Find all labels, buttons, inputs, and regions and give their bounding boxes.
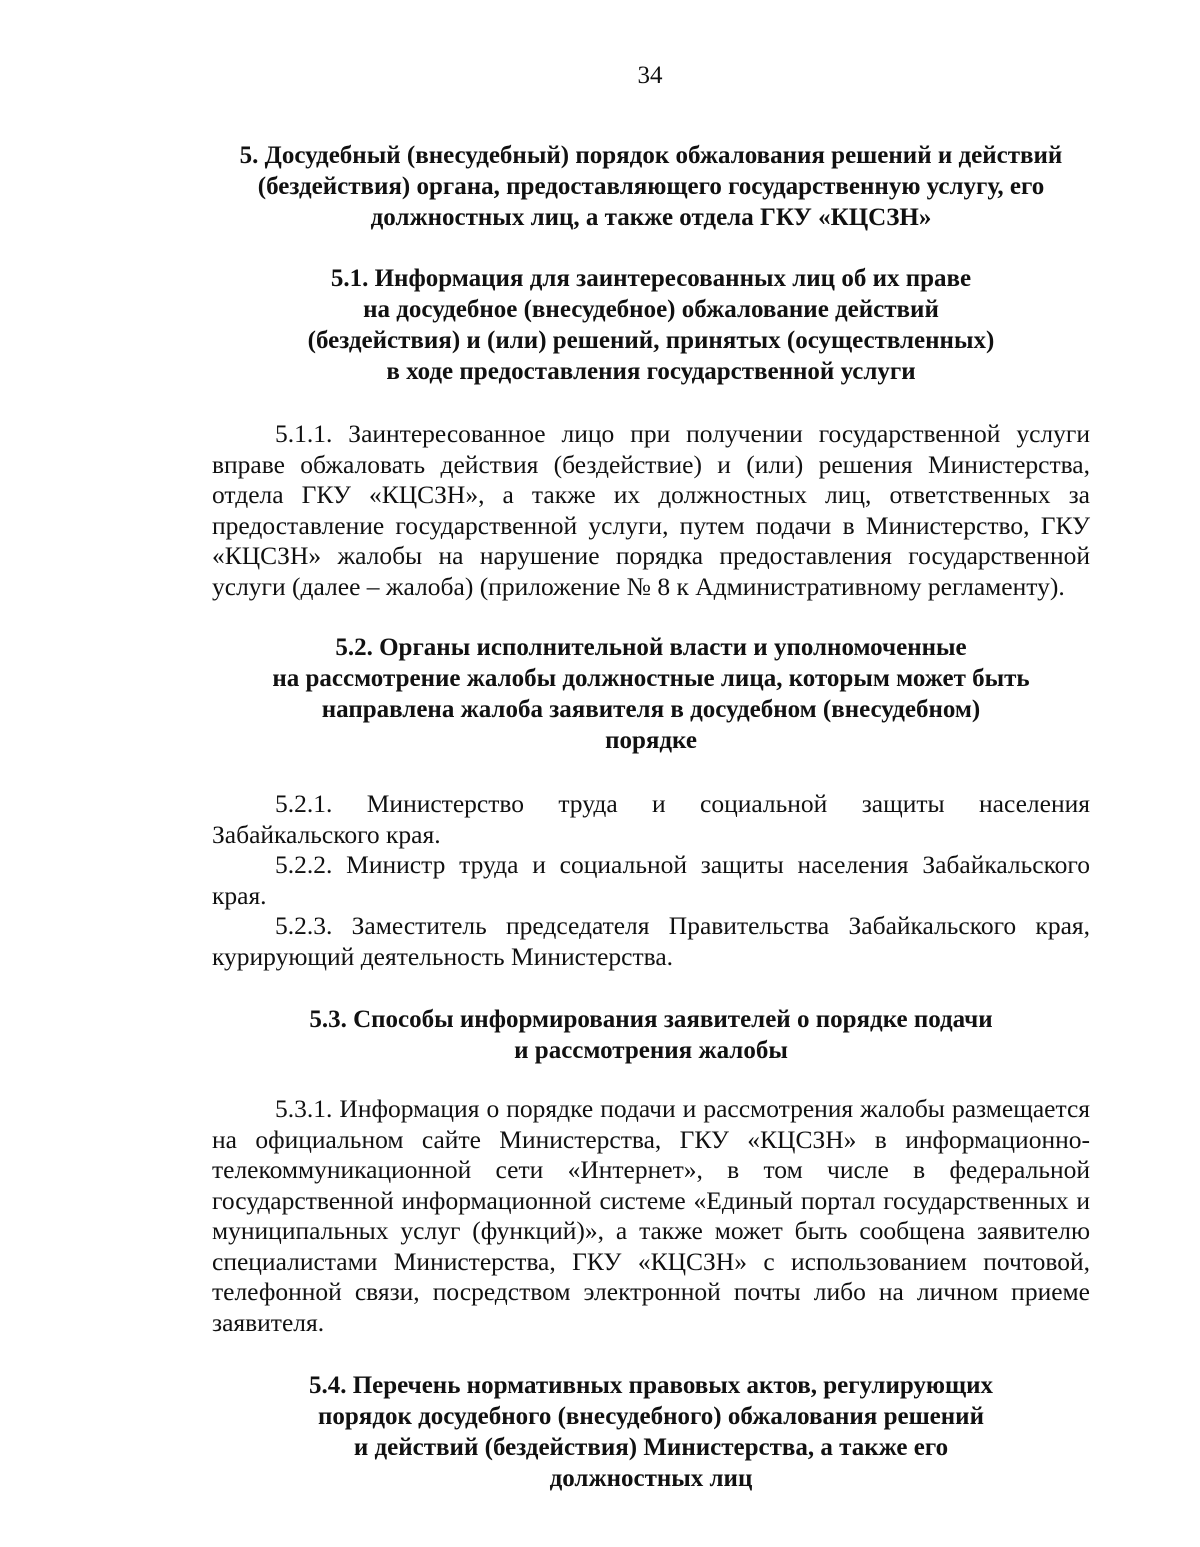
section-5-4-heading — [212, 1370, 1090, 1494]
section-5-3-heading — [212, 1004, 1090, 1066]
heading-line: 5.1. Информация для заинтересованных лиц об их праве — [330, 265, 972, 292]
paragraph-5-1-1: 5.1.1. Заинтересованное лицо при получении государственной услуги вправе обжаловать действия (бездействие) и (или) решения Министерства, отдела ГКУ «КЦСЗН», а также их должностных лиц, ответственных за предоставление государственной услуги, путем подачи в Министерство, ГКУ «КЦСЗН» жалобы на нарушение порядка предоставления государственной услуги (далее – жалоба) (приложение № 8 к Административному регламенту). — [212, 419, 1090, 601]
heading-line: 5. Досудебный (внесудебный) порядок обжалования решений и действий — [239, 142, 1063, 169]
heading-line: на рассмотрение жалобы должностные лица, которым может быть — [272, 665, 1030, 692]
paragraph-5-2-2: 5.2.2. Министр труда и социальной защиты населения Забайкальского края. — [212, 850, 1090, 910]
heading-line: должностных лиц — [549, 1465, 753, 1492]
heading-line: 5.4. Перечень нормативных правовых актов, регулирующих — [308, 1372, 994, 1399]
heading-line: в ходе предоставления государственной услуги — [386, 358, 916, 385]
heading-line: порядке — [605, 727, 697, 754]
heading-line: и рассмотрения жалобы — [514, 1037, 788, 1064]
heading-line: направлена жалоба заявителя в досудебном (внесудебном) — [321, 696, 981, 723]
paragraph-5-2-3: 5.2.3. Заместитель председателя Правительства Забайкальского края, курирующий деятельность Министерства. — [212, 911, 1090, 971]
heading-line: (бездействия) и (или) решений, принятых (осуществленных) — [307, 327, 995, 354]
section-5-2-heading — [212, 632, 1090, 756]
heading-line: 5.2. Органы исполнительной власти и уполномоченные — [335, 634, 967, 661]
paragraph-5-3-1: 5.3.1. Информация о порядке подачи и рассмотрения жалобы размещается на официальном сайте Министерства, ГКУ «КЦСЗН» в информационно-телекоммуникационной сети «Интернет», в том числе в федеральной государственной информационной системе «Единый портал государственных и муниципальных услуг (функций)», а также может быть сообщена заявителю специалистами Министерства, ГКУ «КЦСЗН» с использованием почтовой, телефонной связи, посредством электронной почты либо на личном приеме заявителя. — [212, 1094, 1090, 1337]
heading-line: 5.3. Способы информирования заявителей о порядке подачи — [309, 1006, 993, 1033]
section-5-heading — [212, 140, 1090, 233]
heading-line: на досудебное (внесудебное) обжалование действий — [363, 296, 939, 323]
heading-line: порядок досудебного (внесудебного) обжалования решений — [317, 1403, 984, 1430]
heading-line: (бездействия) органа, предоставляющего государственную услугу, его — [257, 173, 1045, 200]
page-number: 34 — [637, 62, 663, 89]
section-5-1-heading — [212, 263, 1090, 387]
document-body — [212, 140, 1090, 1494]
heading-line: должностных лиц, а также отдела ГКУ «КЦСЗН» — [370, 204, 932, 231]
heading-line: и действий (бездействия) Министерства, а также его — [353, 1434, 949, 1461]
paragraph-5-2-1: 5.2.1. Министерство труда и социальной защиты населения Забайкальского края. — [212, 789, 1090, 849]
